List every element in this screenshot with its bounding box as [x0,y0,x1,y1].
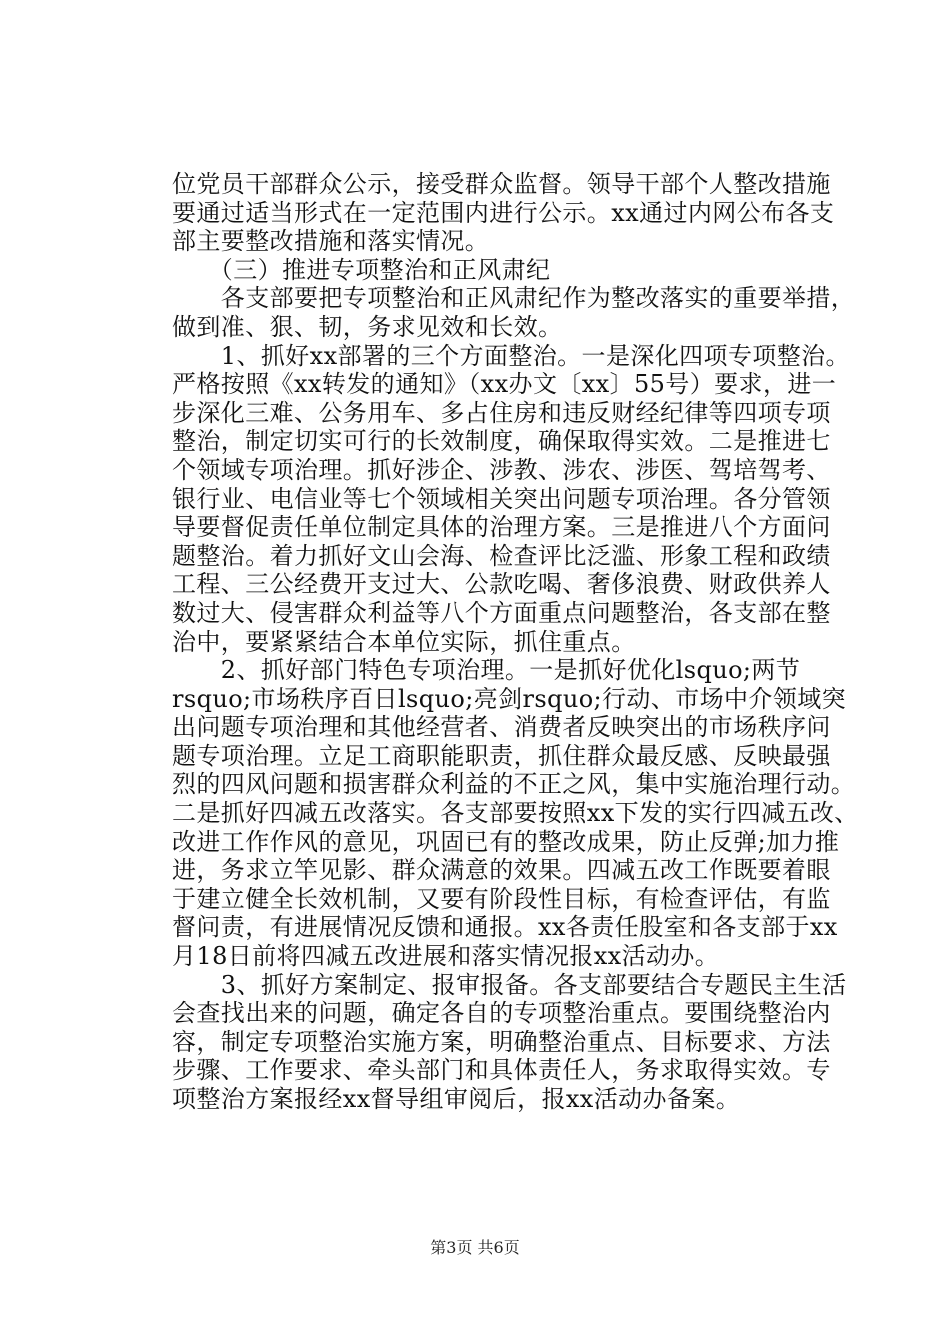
text-line: 项整治方案报经xx督导组审阅后，报xx活动办备案。 [172,1085,741,1113]
text-line: 1、抓好xx部署的三个方面整治。一是深化四项专项整治。 [172,341,850,370]
text-line: 二是抓好四减五改落实。各支部要按照xx下发的实行四减五改、 [172,799,859,828]
text-line: 烈的四风问题和损害群众利益的不正之风，集中实施治理行动。 [172,770,856,799]
text-line: 题整治。着力抓好文山会海、检查评比泛滥、形象工程和政绩 [172,541,831,570]
text-line: 各支部要把专项整治和正风肃纪作为整改落实的重要举措， [172,284,856,313]
text-line: rsquo;市场秩序百日lsquo;亮剑rsquo;行动、市场中介领域突 [172,684,847,713]
text-line: 治中，要紧紧结合本单位实际，抓住重点。 [172,627,636,656]
text-line: 月18日前将四减五改进展和落实情况报xx活动办。 [172,942,720,971]
text-line: 会查找出来的问题，确定各自的专项整治重点。要围绕整治内 [172,999,831,1028]
text-line: 导要督促责任单位制定具体的治理方案。三是推进八个方面问 [172,513,831,542]
text-line: 进，务求立竿见影、群众满意的效果。四减五改工作既要着眼 [172,856,831,885]
text-line: 要通过适当形式在一定范围内进行公示。xx通过内网公布各支 [172,198,835,227]
text-line: 督问责，有进展情况反馈和通报。xx各责任股室和各支部于xx [172,913,838,942]
text-line: 数过大、侵害群众利益等八个方面重点问题整治，各支部在整 [172,598,831,627]
text-line: 整治，制定切实可行的长效制度，确保取得实效。二是推进七 [172,427,831,456]
text-line: 做到准、狠、韧，务求见效和长效。 [172,312,563,341]
text-line: 改进工作作风的意见，巩固已有的整改成果，防止反弹;加力推 [172,827,840,856]
text-line: 出问题专项治理和其他经营者、消费者反映突出的市场秩序问 [172,713,831,742]
text-line: 题专项治理。立足工商职能职责，抓住群众最反感、反映最强 [172,741,831,770]
text-line: 于建立健全长效机制，又要有阶段性目标，有检查评估，有监 [172,884,831,913]
page-number-footer: 第3页 共6页 [430,1238,520,1257]
document-body [172,170,862,1114]
section-heading: （三）推进专项整治和正风肃纪 [172,255,551,284]
text-line: 位党员干部群众公示，接受群众监督。领导干部个人整改措施 [172,170,831,198]
text-line: 2、抓好部门特色专项治理。一是抓好优化lsquo;两节 [172,656,801,685]
text-line: 个领域专项治理。抓好涉企、涉教、涉农、涉医、驾培驾考、 [172,455,831,484]
text-line: 银行业、电信业等七个领域相关突出问题专项治理。各分管领 [172,484,831,513]
text-line: 容，制定专项整治实施方案，明确整治重点、目标要求、方法 [172,1027,831,1056]
text-line: 步深化三难、公务用车、多占住房和违反财经纪律等四项专项 [172,398,831,427]
text-line: 步骤、工作要求、牵头部门和具体责任人，务求取得实效。专 [172,1056,831,1085]
text-line: 部主要整改措施和落实情况。 [172,227,490,256]
text-line: 工程、三公经费开支过大、公款吃喝、奢侈浪费、财政供养人 [172,570,831,599]
text-line: 严格按照《xx转发的通知》（xx办文〔xx〕55号）要求，进一 [172,370,837,399]
text-line: 3、抓好方案制定、报审报备。各支部要结合专题民主生活 [172,970,847,999]
